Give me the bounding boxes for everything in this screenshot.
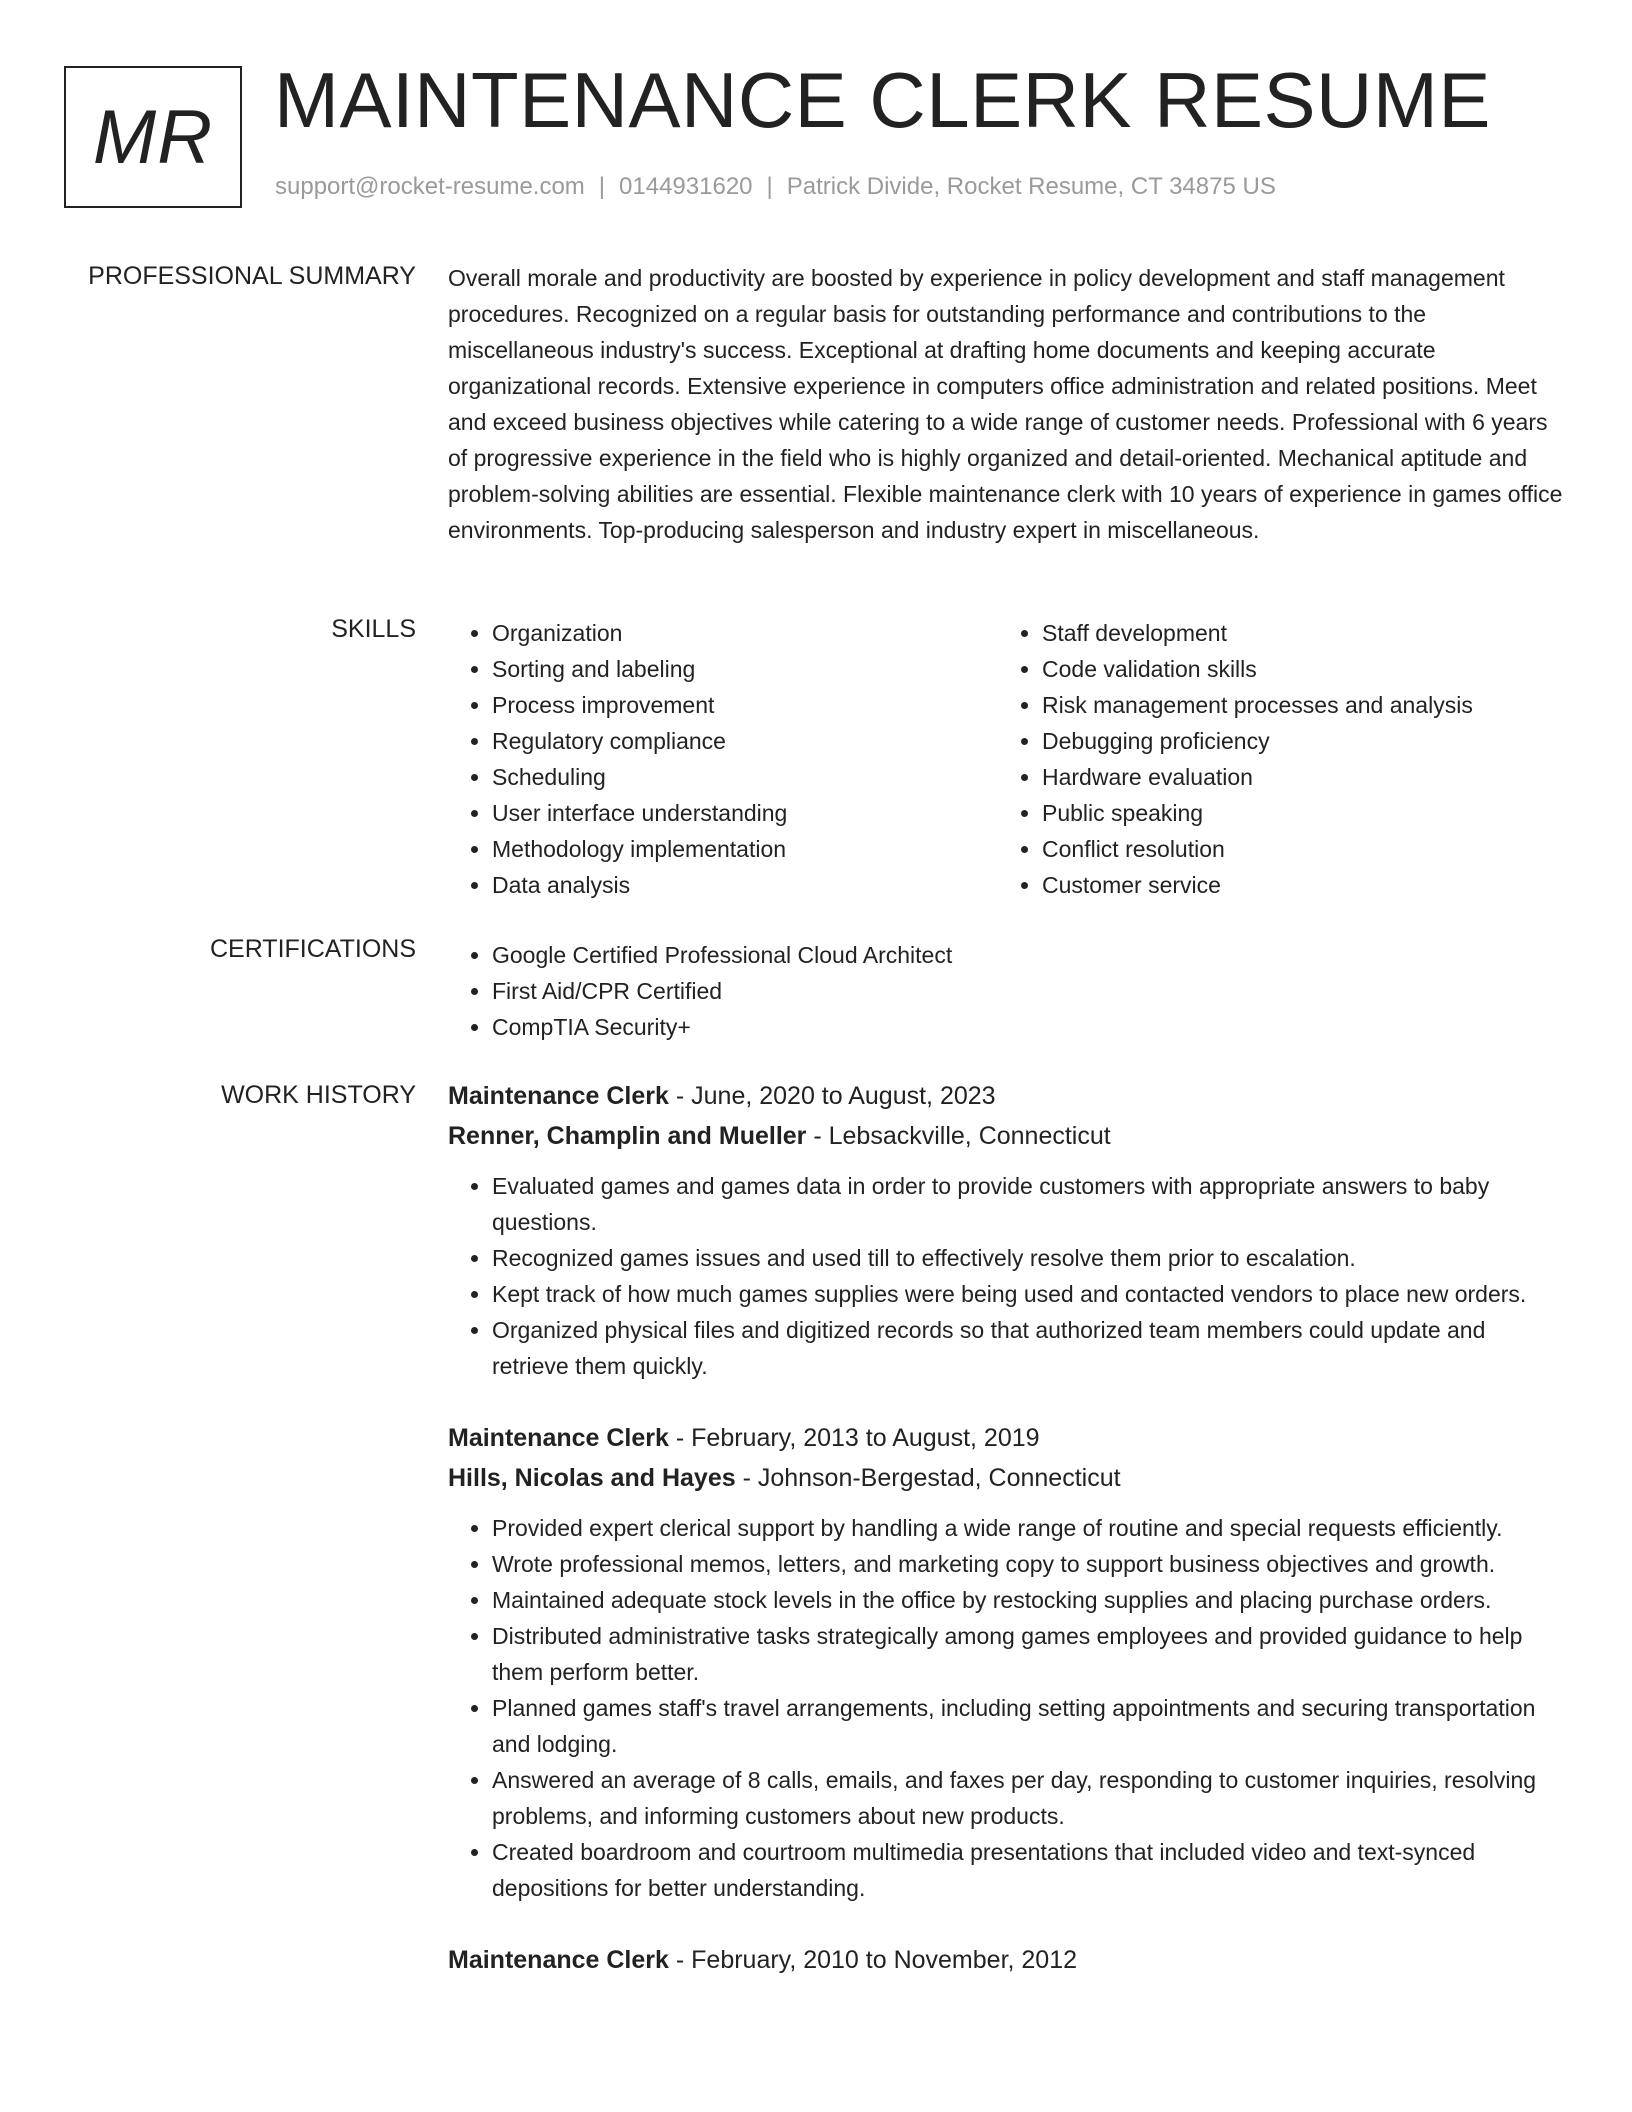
contact-phone: 0144931620 <box>619 173 753 200</box>
section-label-certifications: CERTIFICATIONS <box>209 935 416 963</box>
job-company: Renner, Champlin and Mueller <box>448 1122 807 1150</box>
skill-item: • Methodology implementation <box>492 831 968 867</box>
skill-item: • Data analysis <box>492 867 968 903</box>
skill-item: • Organization <box>492 615 968 651</box>
job-company-line <box>448 1458 1568 1498</box>
skill-item: • Public speaking <box>1042 795 1578 831</box>
certification-item: • First Aid/CPR Certified <box>492 973 1348 1009</box>
job-bullets <box>448 1168 1568 1384</box>
skills-column-right <box>998 615 1578 903</box>
job-bullet: • Kept track of how much games supplies were being used and contacted vendors to place new orders. <box>492 1276 1568 1312</box>
job-bullet: • Distributed administrative tasks strategically among games employees and provided guidance to help them perform better. <box>492 1618 1568 1690</box>
summary-text: Overall morale and productivity are boosted by experience in policy development and staff management procedures. Recognized on a regular basis for outstanding performance and contributions to the miscellaneous industry's success. Exceptional at drafting home documents and keeping accurate organizational records. Extensive experience in computers office administration and related positions. Meet and exceed business objectives while catering to a wide range of customer needs. Professional with 6 years of progressive experience in the field who is highly organized and detail-oriented. Mechanical aptitude and problem-solving abilities are essential. Flexible maintenance clerk with 10 years of experience in games office environments. Top-producing salesperson and industry expert in miscellaneous. <box>448 265 1563 543</box>
job-company-line <box>448 1116 1568 1156</box>
job-dates: - February, 2010 to November, 2012 <box>668 1946 1078 1974</box>
job-bullet: • Provided expert clerical support by handling a wide range of routine and special requests efficiently. <box>492 1510 1568 1546</box>
skill-item: • User interface understanding <box>492 795 968 831</box>
certifications-list <box>448 937 1348 1045</box>
job-title: Maintenance Clerk <box>448 1082 669 1110</box>
contact-separator: | <box>598 173 606 200</box>
job-title-line <box>448 1940 1568 1980</box>
job-bullet: • Wrote professional memos, letters, and marketing copy to support business objectives and growth. <box>492 1546 1568 1582</box>
skill-item: • Customer service <box>1042 867 1578 903</box>
job-title: Maintenance Clerk <box>448 1946 669 1974</box>
certification-item: • Google Certified Professional Cloud Architect <box>492 937 1348 973</box>
job-entry <box>448 1940 1568 1980</box>
job-company: Hills, Nicolas and Hayes <box>448 1464 736 1492</box>
section-label-summary: PROFESSIONAL SUMMARY <box>88 262 416 290</box>
job-bullet: • Recognized games issues and used till to effectively resolve them prior to escalation. <box>492 1240 1568 1276</box>
job-location: - Lebsackville, Connecticut <box>806 1122 1111 1150</box>
skill-item: • Conflict resolution <box>1042 831 1578 867</box>
skill-item: • Risk management processes and analysis <box>1042 687 1578 723</box>
job-entry <box>448 1076 1568 1384</box>
job-location: - Johnson-Bergestad, Connecticut <box>735 1464 1121 1492</box>
job-bullet: • Evaluated games and games data in order to provide customers with appropriate answers to baby questions. <box>492 1168 1568 1240</box>
job-bullet: • Created boardroom and courtroom multimedia presentations that included video and text-synced depositions for better understanding. <box>492 1834 1568 1906</box>
job-bullet: • Maintained adequate stock levels in the office by restocking supplies and placing purchase orders. <box>492 1582 1568 1618</box>
skill-item: • Process improvement <box>492 687 968 723</box>
skills-column-left <box>448 615 968 903</box>
skill-item: • Debugging proficiency <box>1042 723 1578 759</box>
section-label-skills: SKILLS <box>331 615 416 643</box>
skill-item: • Hardware evaluation <box>1042 759 1578 795</box>
skill-item: • Scheduling <box>492 759 968 795</box>
resume-title: MAINTENANCE CLERK RESUME <box>274 56 1491 144</box>
job-bullet: • Answered an average of 8 calls, emails, and faxes per day, responding to customer inquiries, resolving problems, and informing customers about new products. <box>492 1762 1568 1834</box>
monogram: MR <box>64 66 242 208</box>
contact-address: Patrick Divide, Rocket Resume, CT 34875 US <box>786 173 1276 200</box>
skill-item: • Staff development <box>1042 615 1578 651</box>
certification-item: • CompTIA Security+ <box>492 1009 1348 1045</box>
job-bullet: • Planned games staff's travel arrangements, including setting appointments and securing transportation and lodging. <box>492 1690 1568 1762</box>
section-label-work-history: WORK HISTORY <box>221 1081 416 1109</box>
contact-separator: | <box>766 173 773 200</box>
contact-email: support@rocket-resume.com <box>275 173 585 200</box>
job-bullets <box>448 1510 1568 1906</box>
job-title-line <box>448 1418 1568 1458</box>
contact-line <box>275 173 1276 201</box>
skill-item: • Code validation skills <box>1042 651 1578 687</box>
job-title-line <box>448 1076 1568 1116</box>
work-history <box>448 1076 1568 2014</box>
job-bullet: • Organized physical files and digitized records so that authorized team members could update and retrieve them quickly. <box>492 1312 1568 1384</box>
skill-item: • Sorting and labeling <box>492 651 968 687</box>
job-entry <box>448 1418 1568 1906</box>
job-dates: - June, 2020 to August, 2023 <box>668 1082 996 1110</box>
job-dates: - February, 2013 to August, 2019 <box>668 1424 1040 1452</box>
job-title: Maintenance Clerk <box>448 1424 669 1452</box>
skill-item: • Regulatory compliance <box>492 723 968 759</box>
